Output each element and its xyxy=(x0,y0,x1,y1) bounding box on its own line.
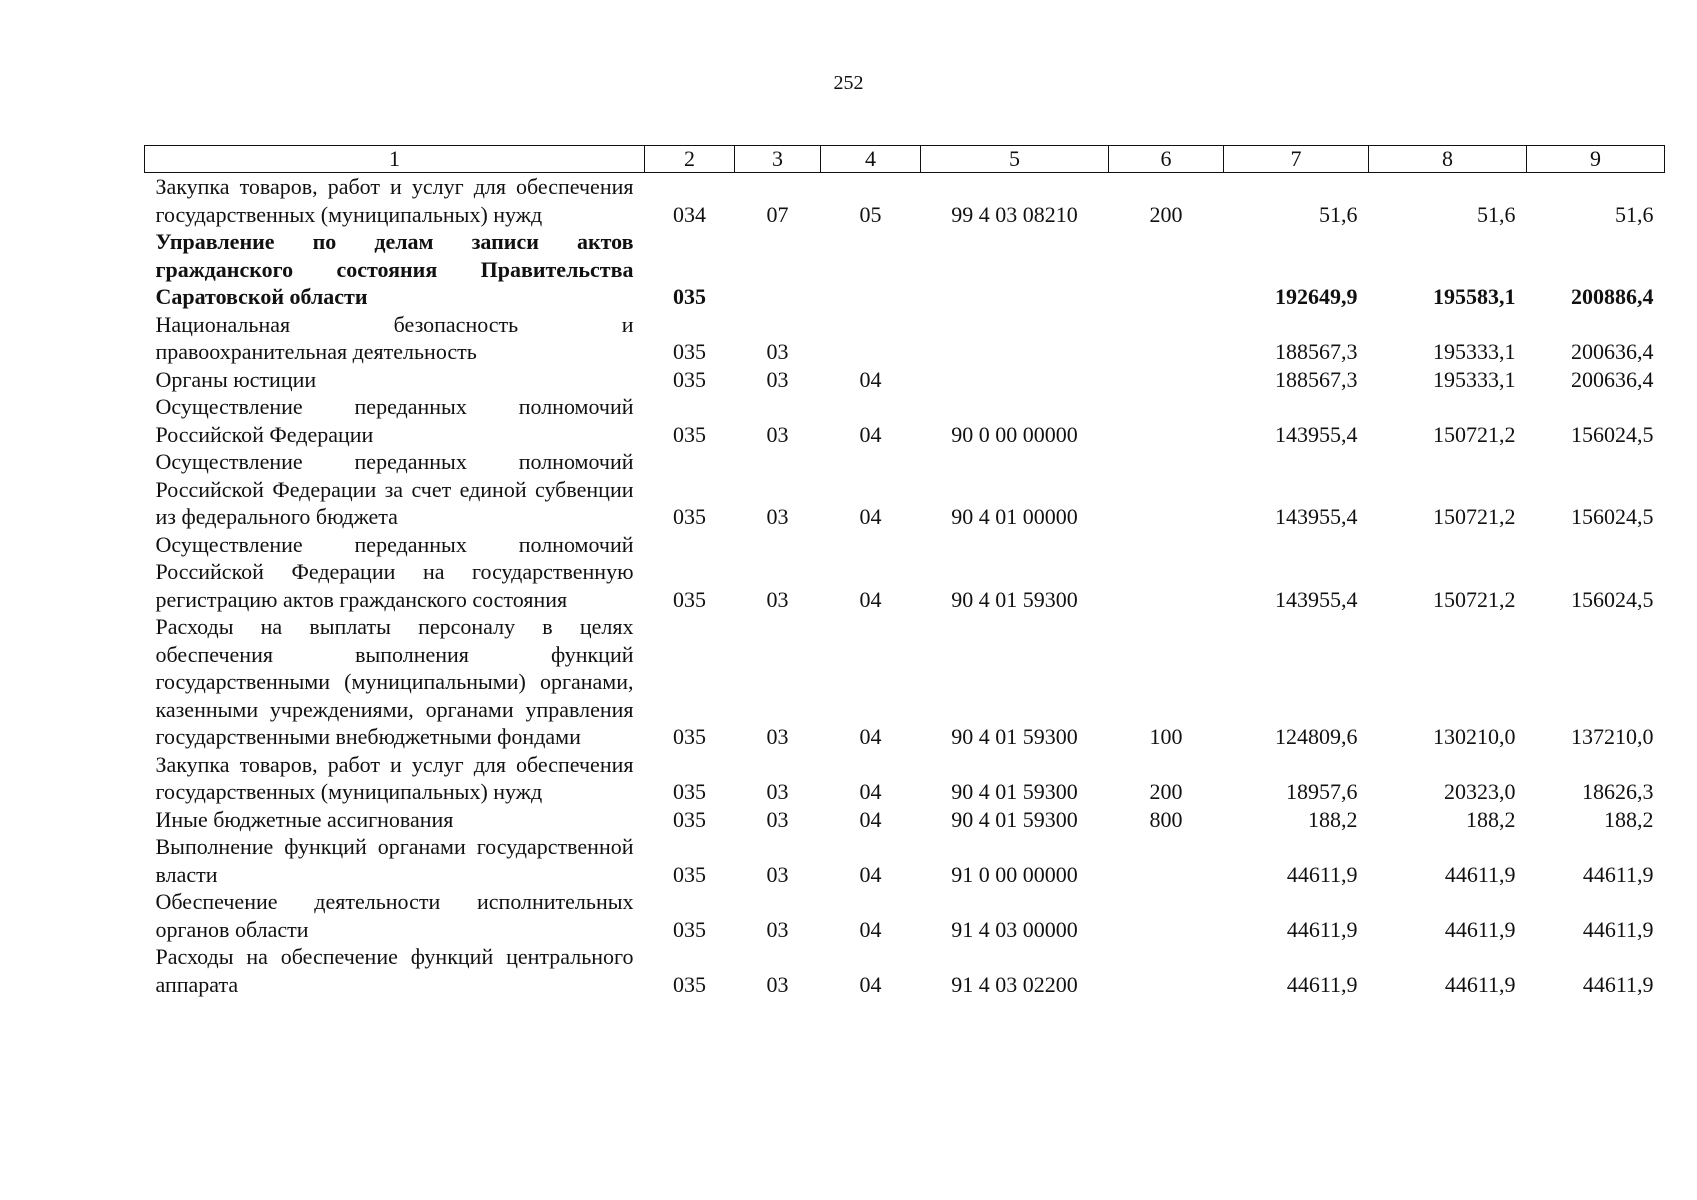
subsection-code-cell: 04 xyxy=(859,724,882,749)
expense-type-cell xyxy=(1109,228,1224,311)
amount-year2-cell: 44611,9 xyxy=(1444,861,1516,887)
ministry-code-cell: 035 xyxy=(673,916,706,942)
column-header: 8 xyxy=(1369,146,1527,173)
amount-year2-cell: 195583,1 xyxy=(1433,284,1516,309)
table-row xyxy=(145,366,1665,394)
ministry-code-cell: 035 xyxy=(673,421,706,447)
expense-type-cell xyxy=(1109,943,1224,998)
target-article-cell: 90 4 01 59300 xyxy=(951,724,1078,749)
amount-year3-cell: 137210,0 xyxy=(1571,724,1654,749)
expense-type-cell xyxy=(1109,888,1224,943)
table-row xyxy=(145,228,1665,311)
amount-year3-cell: 156024,5 xyxy=(1571,586,1654,612)
amount-year1-cell: 143955,4 xyxy=(1275,421,1358,447)
expense-type-cell xyxy=(1109,833,1224,888)
section-code-cell: 03 xyxy=(766,916,789,942)
target-article-cell: 90 4 01 00000 xyxy=(951,504,1078,529)
amount-year1-cell: 18957,6 xyxy=(1286,779,1358,804)
row-description: Иные бюджетные ассигнования xyxy=(155,806,454,832)
column-header: 4 xyxy=(821,146,921,173)
target-article-cell: 99 4 03 08210 xyxy=(951,201,1078,227)
target-article-cell: 91 4 03 00000 xyxy=(951,916,1078,942)
ministry-code-cell: 035 xyxy=(673,861,706,887)
ministry-code-cell: 035 xyxy=(673,806,706,832)
amount-year3-cell: 44611,9 xyxy=(1582,971,1654,997)
table-row xyxy=(145,833,1665,888)
expense-type-cell: 200 xyxy=(1149,201,1183,227)
column-header: 6 xyxy=(1109,146,1224,173)
section-code-cell: 03 xyxy=(766,504,789,529)
target-article-cell: 90 4 01 59300 xyxy=(951,806,1078,832)
table-row xyxy=(145,751,1665,806)
amount-year3-cell: 44611,9 xyxy=(1582,861,1654,887)
table-row xyxy=(145,943,1665,998)
row-description: Закупка товаров, работ и услуг для обеспечения государственных (муниципальных) нужд xyxy=(155,751,634,804)
section-code-cell: 03 xyxy=(766,339,789,364)
amount-year3-cell: 188,2 xyxy=(1604,806,1654,832)
target-article-cell: 91 4 03 02200 xyxy=(951,971,1078,997)
subsection-code-cell: 05 xyxy=(859,201,882,227)
expense-type-cell: 800 xyxy=(1149,806,1183,832)
column-header: 5 xyxy=(921,146,1109,173)
section-code-cell: 03 xyxy=(766,779,789,804)
table-row xyxy=(145,613,1665,751)
ministry-code-cell: 035 xyxy=(673,284,706,309)
amount-year3-cell: 200886,4 xyxy=(1571,284,1654,309)
amount-year1-cell: 143955,4 xyxy=(1275,586,1358,612)
column-number-row xyxy=(145,146,1665,173)
column-header: 7 xyxy=(1224,146,1369,173)
subsection-code-cell: 04 xyxy=(859,971,882,997)
table-row xyxy=(145,311,1665,366)
column-header: 1 xyxy=(145,146,645,173)
expense-type-cell: 100 xyxy=(1149,724,1183,749)
amount-year2-cell: 150721,2 xyxy=(1433,421,1516,447)
amount-year2-cell: 44611,9 xyxy=(1444,916,1516,942)
expense-type-cell xyxy=(1109,448,1224,531)
row-description: Расходы на обеспечение функций центрального аппарата xyxy=(155,944,634,997)
target-article-cell: 90 4 01 59300 xyxy=(951,779,1078,804)
table-row xyxy=(145,888,1665,943)
amount-year3-cell: 156024,5 xyxy=(1571,504,1654,529)
amount-year1-cell: 44611,9 xyxy=(1286,971,1358,997)
row-description: Управление по делам записи актов гражданского состояния Правительства Саратовской области xyxy=(155,229,634,309)
section-code-cell: 03 xyxy=(766,421,789,447)
ministry-code-cell: 035 xyxy=(673,779,706,804)
amount-year2-cell: 195333,1 xyxy=(1433,339,1516,364)
section-code-cell: 03 xyxy=(766,586,789,612)
row-description: Органы юстиции xyxy=(155,366,317,392)
subsection-code-cell: 04 xyxy=(859,779,882,804)
row-description: Расходы на выплаты персоналу в целях обеспечения выполнения функций государственными (муниципальными) органами, казенными учреждениями, органами управления государственными внебюджетными фондами xyxy=(155,614,634,749)
subsection-code-cell: 04 xyxy=(859,586,882,612)
amount-year3-cell: 156024,5 xyxy=(1571,421,1654,447)
amount-year1-cell: 188567,3 xyxy=(1275,339,1358,364)
column-header: 2 xyxy=(645,146,735,173)
amount-year2-cell: 130210,0 xyxy=(1433,724,1516,749)
target-article-cell xyxy=(921,311,1109,366)
amount-year2-cell: 44611,9 xyxy=(1444,971,1516,997)
subsection-code-cell: 04 xyxy=(859,366,882,392)
ministry-code-cell: 035 xyxy=(673,586,706,612)
subsection-code-cell: 04 xyxy=(859,916,882,942)
amount-year1-cell: 192649,9 xyxy=(1275,284,1358,309)
column-header: 9 xyxy=(1527,146,1665,173)
budget-table xyxy=(144,145,1665,998)
section-code-cell: 03 xyxy=(766,366,789,392)
section-code-cell: 03 xyxy=(766,724,789,749)
ministry-code-cell: 035 xyxy=(673,971,706,997)
table-row xyxy=(145,393,1665,448)
section-code-cell xyxy=(735,228,821,311)
subsection-code-cell xyxy=(821,228,921,311)
row-description: Выполнение функций органами государственной власти xyxy=(155,834,634,887)
amount-year1-cell: 188,2 xyxy=(1308,806,1358,832)
row-description: Закупка товаров, работ и услуг для обеспечения государственных (муниципальных) нужд xyxy=(155,174,634,227)
subsection-code-cell: 04 xyxy=(859,504,882,529)
row-description: Обеспечение деятельности исполнительных органов области xyxy=(155,889,634,942)
amount-year3-cell: 18626,3 xyxy=(1582,779,1654,804)
subsection-code-cell xyxy=(821,311,921,366)
amount-year3-cell: 51,6 xyxy=(1615,201,1654,227)
row-description: Осуществление переданных полномочий Российской Федерации xyxy=(155,394,634,447)
section-code-cell: 03 xyxy=(766,971,789,997)
table-row xyxy=(145,806,1665,834)
amount-year2-cell: 20323,0 xyxy=(1444,779,1516,804)
row-description: Осуществление переданных полномочий Российской Федерации за счет единой субвенции из федерального бюджета xyxy=(155,449,634,529)
column-header: 3 xyxy=(735,146,821,173)
ministry-code-cell: 035 xyxy=(673,504,706,529)
ministry-code-cell: 035 xyxy=(673,339,706,364)
target-article-cell: 90 0 00 00000 xyxy=(951,421,1078,447)
amount-year1-cell: 188567,3 xyxy=(1275,366,1358,392)
amount-year2-cell: 150721,2 xyxy=(1433,504,1516,529)
section-code-cell: 03 xyxy=(766,861,789,887)
amount-year1-cell: 44611,9 xyxy=(1286,861,1358,887)
ministry-code-cell: 035 xyxy=(673,724,706,749)
amount-year2-cell: 195333,1 xyxy=(1433,366,1516,392)
amount-year3-cell: 44611,9 xyxy=(1582,916,1654,942)
amount-year2-cell: 188,2 xyxy=(1466,806,1516,832)
target-article-cell: 91 0 00 00000 xyxy=(951,861,1078,887)
row-description: Национальная безопасность и правоохранительная деятельность xyxy=(155,311,634,364)
target-article-cell xyxy=(921,366,1109,394)
amount-year3-cell: 200636,4 xyxy=(1571,366,1654,392)
amount-year1-cell: 143955,4 xyxy=(1275,504,1358,529)
table-row xyxy=(145,531,1665,614)
amount-year3-cell: 200636,4 xyxy=(1571,339,1654,364)
target-article-cell: 90 4 01 59300 xyxy=(951,586,1078,612)
page-number: 252 xyxy=(833,72,864,94)
amount-year1-cell: 124809,6 xyxy=(1275,724,1358,749)
amount-year1-cell: 51,6 xyxy=(1319,201,1358,227)
ministry-code-cell: 035 xyxy=(673,366,706,392)
table-row xyxy=(145,448,1665,531)
expense-type-cell xyxy=(1109,311,1224,366)
table-row xyxy=(145,173,1665,229)
ministry-code-cell: 034 xyxy=(673,201,706,227)
subsection-code-cell: 04 xyxy=(859,861,882,887)
target-article-cell xyxy=(921,228,1109,311)
row-description: Осуществление переданных полномочий Российской Федерации на государственную регистрацию актов гражданского состояния xyxy=(155,531,634,612)
subsection-code-cell: 04 xyxy=(859,421,882,447)
amount-year1-cell: 44611,9 xyxy=(1286,916,1358,942)
section-code-cell: 07 xyxy=(766,201,789,227)
amount-year2-cell: 51,6 xyxy=(1477,201,1516,227)
expense-type-cell xyxy=(1109,393,1224,448)
subsection-code-cell: 04 xyxy=(859,806,882,832)
expense-type-cell xyxy=(1109,366,1224,394)
expense-type-cell: 200 xyxy=(1149,779,1183,804)
expense-type-cell xyxy=(1109,531,1224,614)
amount-year2-cell: 150721,2 xyxy=(1433,586,1516,612)
section-code-cell: 03 xyxy=(766,806,789,832)
